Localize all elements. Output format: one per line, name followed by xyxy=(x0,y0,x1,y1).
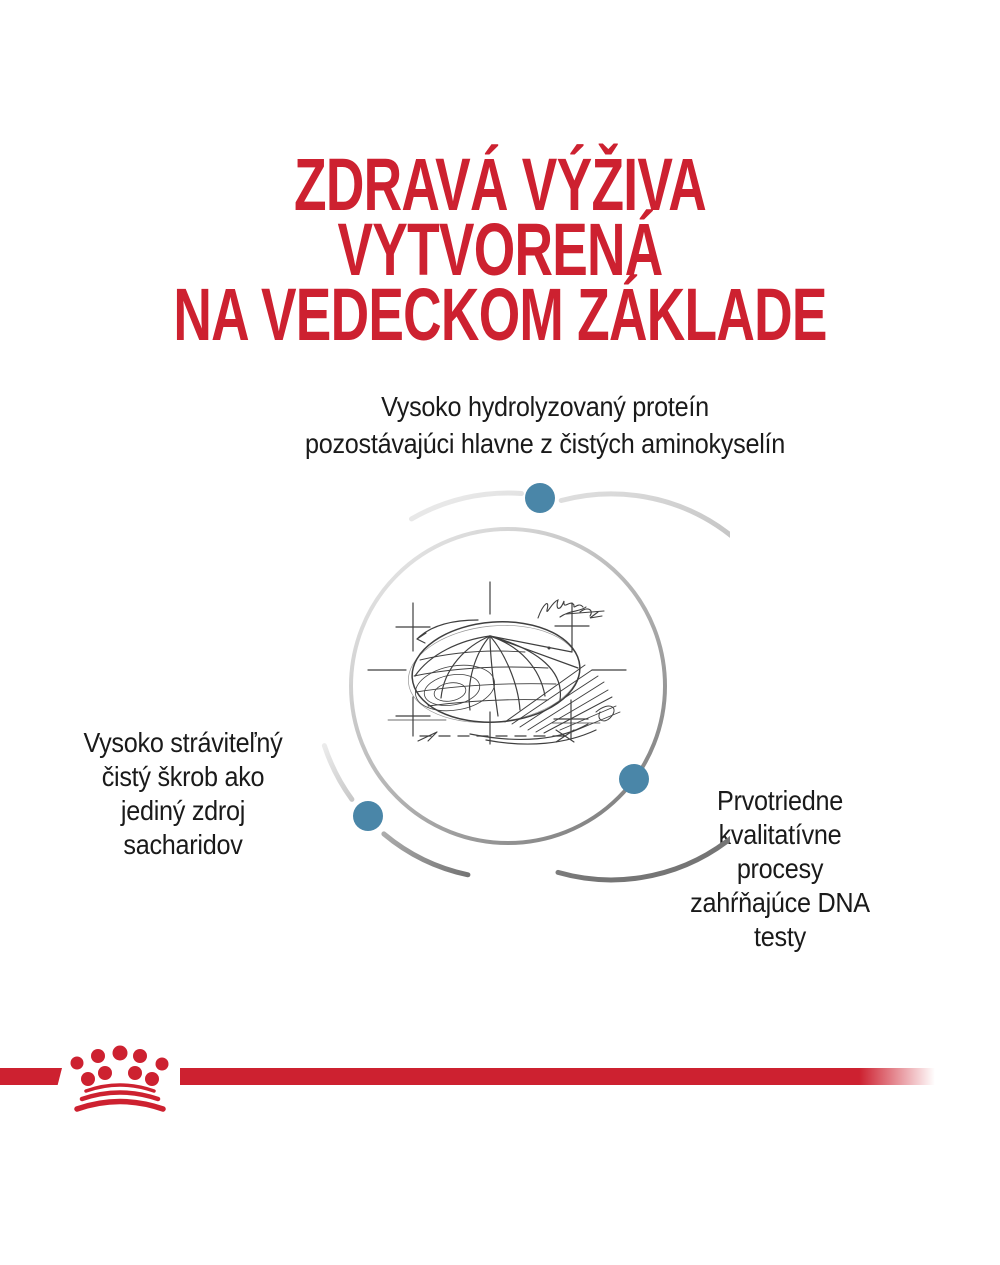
brand-bar-right xyxy=(180,1068,935,1085)
callout-starch: Vysoko stráviteľný čistý škrob ako jediný zdroj sacharidov xyxy=(83,727,283,860)
crown-dots xyxy=(71,1046,169,1087)
marker-dot-starch xyxy=(353,801,383,831)
callout-protein: Vysoko hydrolyzovaný proteín pozostávajúci hlavne z čistých aminokyselín xyxy=(304,391,786,459)
marker-dot-protein xyxy=(525,483,555,513)
crown-bands xyxy=(77,1085,163,1109)
orbit-ring-inner xyxy=(351,529,665,843)
royal-canin-crown-icon xyxy=(60,1030,180,1120)
signature-scribble xyxy=(538,600,604,618)
kibble-diagram xyxy=(290,470,730,890)
brand-bar-left xyxy=(0,1068,62,1085)
marker-dot-quality xyxy=(619,764,649,794)
orbit-arc-outer xyxy=(324,493,730,880)
page-title: ZDRAVÁ VÝŽIVA VYTVORENÁ NA VEDECKOM ZÁKLADE xyxy=(173,143,827,356)
callout-quality: Prvotriedne kvalitatívne procesy zahŕňajúce DNA testy xyxy=(690,785,870,952)
kibble-sketch xyxy=(368,582,626,744)
